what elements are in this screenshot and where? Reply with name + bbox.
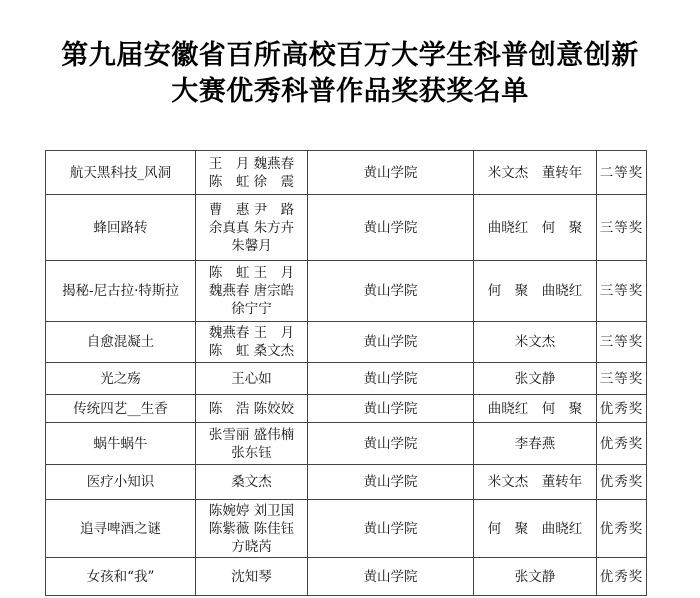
prize-cell: 优秀奖	[597, 395, 647, 423]
document-title	[0, 38, 700, 110]
member-line: 魏燕春 王 月	[208, 325, 295, 341]
prize-cell: 二等奖	[597, 151, 647, 195]
member-line: 曹 惠 尹 路	[208, 201, 295, 218]
prize-cell: 三等奖	[597, 261, 647, 322]
work-title-cell: 光之殇	[46, 363, 196, 395]
school-cell: 黄山学院	[308, 465, 474, 500]
work-title-cell: 航天黑科技_风洞	[46, 151, 196, 195]
members-cell	[196, 322, 308, 363]
member-line: 魏燕春 唐宗皓	[208, 283, 295, 299]
advisor-cell: 李春燕	[474, 423, 597, 465]
members-cell	[196, 423, 308, 465]
member-line: 王 月 魏燕春	[208, 155, 295, 172]
title-line-2: 大赛优秀科普作品奖获奖名单	[171, 76, 529, 107]
school-cell: 黄山学院	[308, 395, 474, 423]
work-title-cell: 医疗小知识	[46, 465, 196, 500]
advisor-cell: 曲晓红 何 聚	[474, 395, 597, 423]
members-cell	[196, 195, 308, 261]
table-row	[46, 500, 647, 558]
member-line: 陈 虹 桑文杰	[208, 343, 295, 359]
member-line: 张雪丽 盛伟楠	[208, 426, 295, 443]
school-cell: 黄山学院	[308, 151, 474, 195]
member-line: 陈婉婷 刘卫国	[208, 502, 295, 519]
table-row	[46, 363, 647, 395]
work-title-cell: 揭秘-尼古拉·特斯拉	[46, 261, 196, 322]
advisor-cell: 米文杰 董转年	[474, 151, 597, 195]
award-table	[45, 150, 647, 596]
members-cell	[196, 395, 308, 423]
members-cell	[196, 151, 308, 195]
school-cell: 黄山学院	[308, 500, 474, 558]
prize-cell: 三等奖	[597, 322, 647, 363]
table-row	[46, 558, 647, 596]
advisor-cell: 张文静	[474, 558, 597, 596]
school-cell: 黄山学院	[308, 363, 474, 395]
award-table-body	[46, 151, 647, 596]
member-line: 陈 浩 陈姣姣	[208, 400, 295, 417]
advisor-cell: 何 聚 曲晓红	[474, 261, 597, 322]
advisor-cell: 何 聚 曲晓红	[474, 500, 597, 558]
table-row	[46, 322, 647, 363]
school-cell: 黄山学院	[308, 423, 474, 465]
table-row	[46, 151, 647, 195]
work-title-cell: 传统四艺__生香	[46, 395, 196, 423]
member-line: 沈知琴	[231, 568, 272, 585]
prize-cell: 优秀奖	[597, 558, 647, 596]
school-cell: 黄山学院	[308, 322, 474, 363]
school-cell: 黄山学院	[308, 558, 474, 596]
table-row	[46, 395, 647, 423]
member-line: 余真真 朱方卉	[208, 219, 295, 236]
prize-cell: 优秀奖	[597, 465, 647, 500]
members-cell	[196, 500, 308, 558]
prize-cell: 优秀奖	[597, 500, 647, 558]
prize-cell: 三等奖	[597, 195, 647, 261]
members-cell	[196, 261, 308, 322]
member-line: 陈 虹 王 月	[208, 265, 295, 281]
member-line: 徐宁宁	[231, 301, 272, 317]
title-line-1: 第九届安徽省百所高校百万大学生科普创意创新	[61, 40, 639, 71]
table-row	[46, 261, 647, 322]
member-line: 陈紫薇 陈佳钰	[208, 520, 295, 537]
work-title-cell: 自愈混凝土	[46, 322, 196, 363]
advisor-cell: 张文静	[474, 363, 597, 395]
work-title-cell: 蜗牛蜗牛	[46, 423, 196, 465]
member-line: 方晓芮	[231, 538, 272, 555]
member-line: 朱馨月	[231, 237, 272, 254]
member-line: 张东钰	[231, 444, 272, 461]
member-line: 陈 虹 徐 震	[208, 173, 295, 190]
work-title-cell: 女孩和“我”	[46, 558, 196, 596]
advisor-cell: 米文杰	[474, 322, 597, 363]
members-cell	[196, 558, 308, 596]
table-row	[46, 423, 647, 465]
advisor-cell: 米文杰 董转年	[474, 465, 597, 500]
school-cell: 黄山学院	[308, 195, 474, 261]
table-row	[46, 465, 647, 500]
table-row	[46, 195, 647, 261]
school-cell: 黄山学院	[308, 261, 474, 322]
member-line: 王心如	[231, 370, 272, 387]
member-line: 桑文杰	[231, 474, 272, 490]
members-cell	[196, 465, 308, 500]
members-cell	[196, 363, 308, 395]
prize-cell: 三等奖	[597, 363, 647, 395]
prize-cell: 优秀奖	[597, 423, 647, 465]
advisor-cell: 曲晓红 何 聚	[474, 195, 597, 261]
work-title-cell: 蜂回路转	[46, 195, 196, 261]
work-title-cell: 追寻啤酒之谜	[46, 500, 196, 558]
